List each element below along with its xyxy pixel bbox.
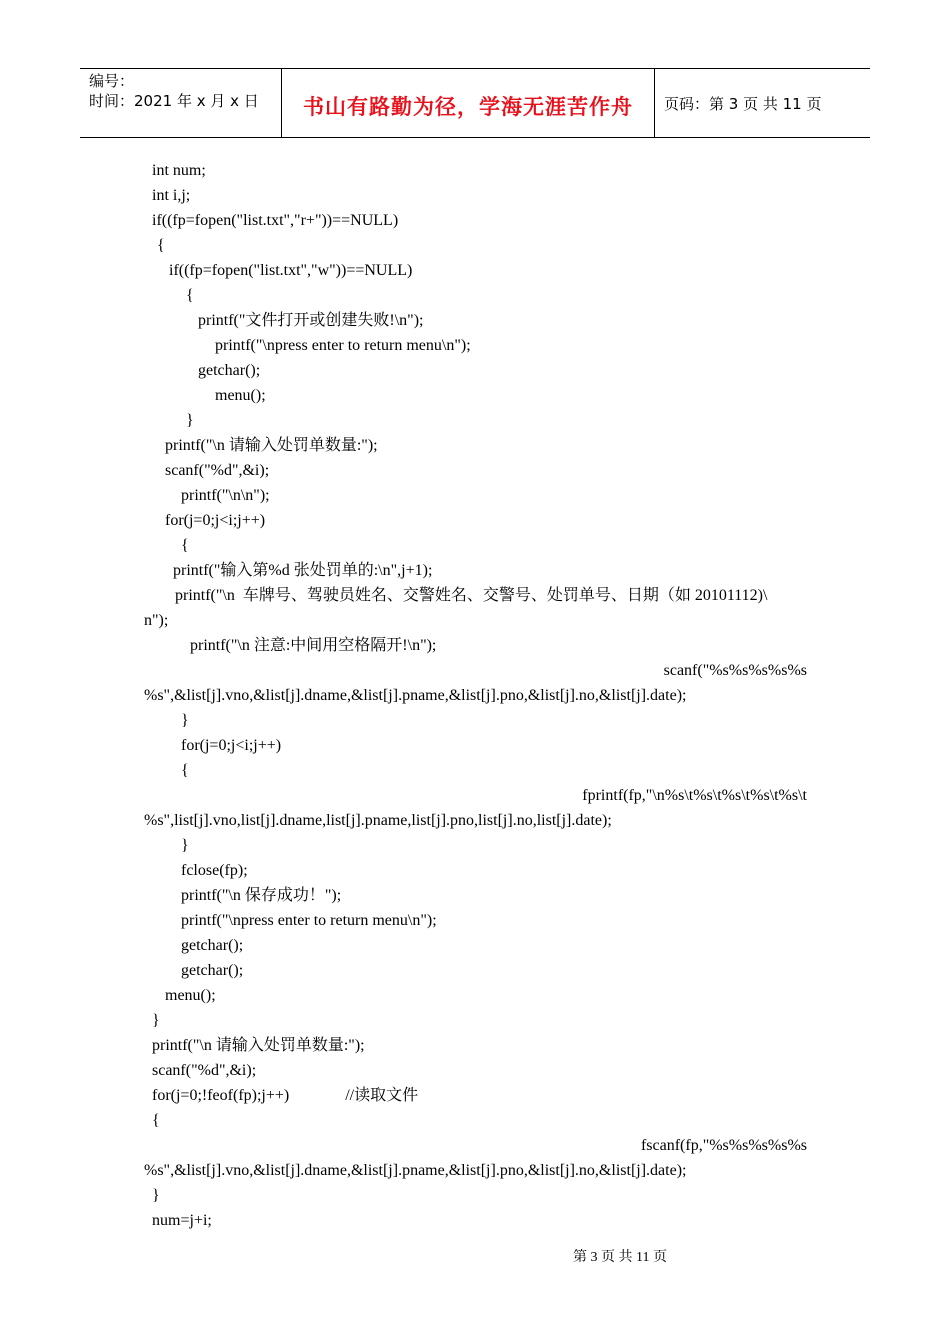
code-line: } [152,1012,160,1029]
code-line: } [152,1187,160,1204]
code-line: { [186,287,194,304]
code-line: int num; [152,162,206,179]
code-line: printf("\n 车牌号、驾驶员姓名、交警姓名、交警号、处罚单号、日期（如 20101112)\ [175,587,768,604]
code-line: printf("文件打开或创建失败!\n"); [198,312,424,329]
code-line: %s",&list[j].vno,&list[j].dname,&list[j].pname,&list[j].pno,&list[j].no,&list[j].date); [144,1162,687,1179]
code-line: printf("\n 请输入处罚单数量:"); [165,437,378,454]
code-line: fscanf(fp,"%s%s%s%s%s [640,1137,807,1154]
code-line: } [181,837,189,854]
header-motto: 书山有路勤为径，学海无涯苦作舟 [303,95,633,119]
header-divider [654,69,655,137]
code-line: getchar(); [198,362,261,379]
code-line: %s",list[j].vno,list[j].dname,list[j].pname,list[j].pno,list[j].no,list[j].date); [144,812,612,829]
code-line: for(j=0;j<i;j++) [181,737,282,754]
code-line: fclose(fp); [181,862,248,879]
page-footer: 第 3 页 共 11 页 [573,1250,667,1265]
date-label: 时间：2021 年 x 月 x 日 [89,92,259,110]
page-header [80,68,870,138]
code-line: printf("\npress enter to return menu\n"); [181,912,437,929]
code-line: printf("\n 注意:中间用空格隔开!\n"); [190,637,437,654]
code-line: for(j=0;!feof(fp);j++) //读取文件 [152,1087,419,1104]
code-line: fprintf(fp,"\n%s\t%s\t%s\t%s\t%s\t [582,787,807,804]
code-line: { [152,1112,160,1129]
code-line: getchar(); [181,937,244,954]
code-line: printf("\npress enter to return menu\n"); [215,337,471,354]
code-line: num=j+i; [152,1212,212,1229]
code-line: { [157,237,165,254]
code-line: menu(); [165,987,216,1004]
code-line: if((fp=fopen("list.txt","r+"))==NULL) [152,212,399,229]
code-line: int i,j; [152,187,191,204]
code-line: printf("\n 保存成功！"); [181,887,342,904]
code-line: printf("\n 请输入处罚单数量:"); [152,1037,365,1054]
code-line: n"); [144,612,169,629]
code-line: if((fp=fopen("list.txt","w"))==NULL) [169,262,413,279]
header-page-number: 页码：第 3 页 共 11 页 [664,95,822,113]
code-line: printf("\n\n"); [181,487,270,504]
code-line: } [181,712,189,729]
code-line: %s",&list[j].vno,&list[j].dname,&list[j].pname,&list[j].pno,&list[j].no,&list[j].date); [144,687,687,704]
code-line: getchar(); [181,962,244,979]
code-line: scanf("%d",&i); [165,462,270,479]
code-line: printf("输入第%d 张处罚单的:\n",j+1); [173,562,433,579]
code-line: scanf("%d",&i); [152,1062,257,1079]
code-line: menu(); [215,387,266,404]
code-line: for(j=0;j<i;j++) [165,512,266,529]
code-line: { [181,762,189,779]
code-line: { [181,537,189,554]
header-meta [89,71,259,111]
code-line: } [186,412,194,429]
code-line: scanf("%s%s%s%s%s [663,662,807,679]
serial-number-label: 编号： [89,72,135,90]
